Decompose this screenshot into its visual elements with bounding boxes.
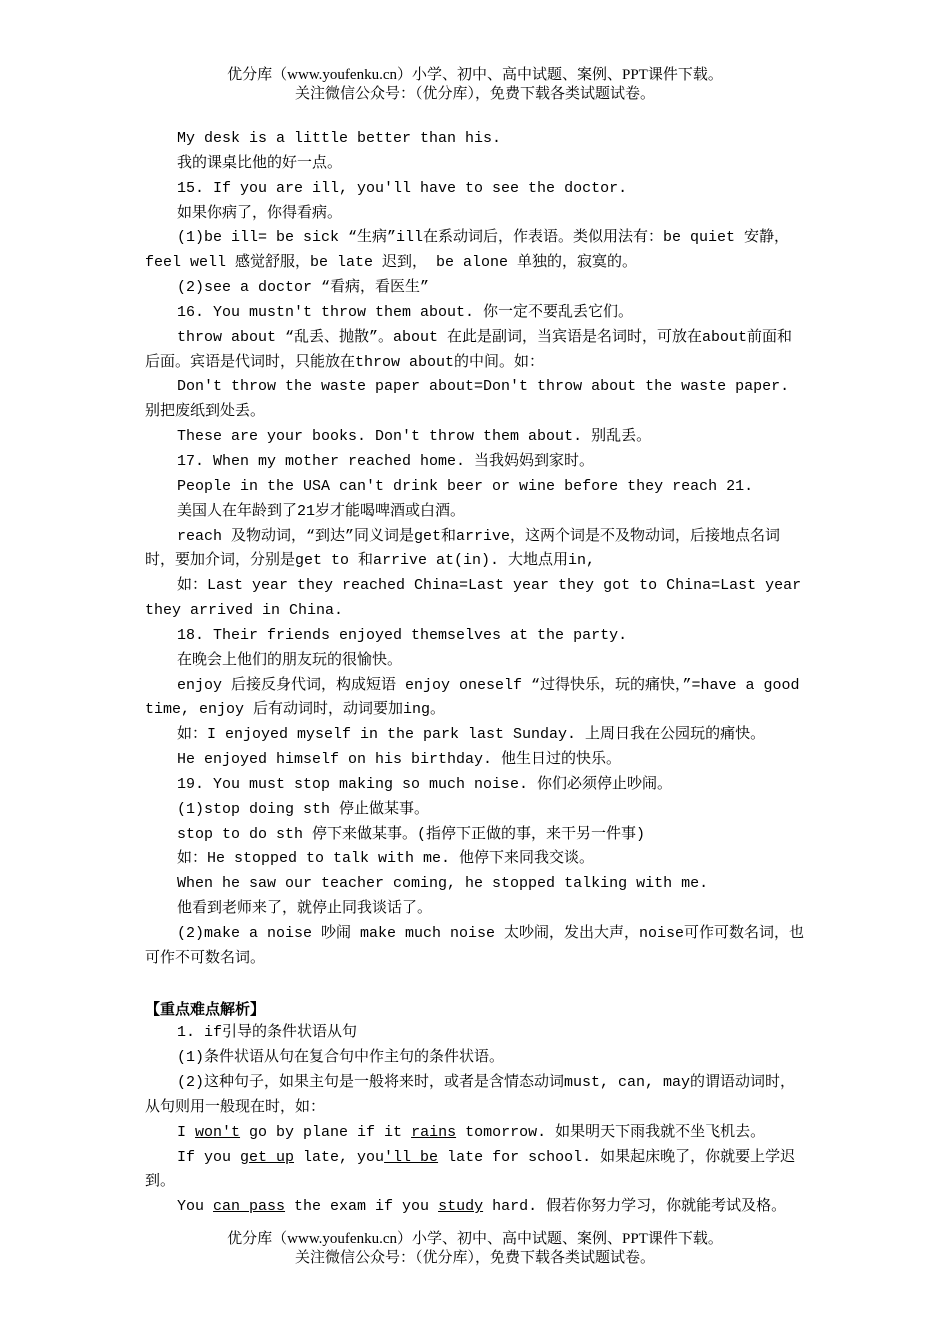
text-line: 19. You must stop making so much noise. 你们必须停止吵闹。 bbox=[177, 775, 673, 793]
document-body bbox=[145, 127, 807, 1220]
underlined-text: rains bbox=[411, 1123, 457, 1141]
text-line: People in the USA can't drink beer or wine before they reach 21. bbox=[177, 477, 754, 495]
page-header bbox=[0, 66, 950, 104]
text-line: 1. if引导的条件状语从句 bbox=[177, 1024, 358, 1042]
example-sentence-2: If you get up late, you'll be late for school. 如果起床晚了，你就要上学迟到。 bbox=[145, 1148, 796, 1191]
text-line: (1)条件状语从句在复合句中作主句的条件状语。 bbox=[177, 1049, 505, 1067]
text-line: 16. You mustn't throw them about. 你一定不要乱丢它们。 bbox=[177, 303, 634, 321]
text-line: (2)这种句子，如果主句是一般将来时，或者是含情态动词must, can, may的谓语动词时，从句则用一般现在时，如： bbox=[145, 1074, 796, 1116]
text-line: reach 及物动词，“到达”同义词是get和arrive，这两个词是不及物动词，后接地点名词时，要加介词，分别是get to 和arrive at(in). 大地点用in, bbox=[145, 527, 781, 570]
underlined-text: can pass bbox=[213, 1198, 286, 1216]
text-line: 如：He stopped to talk with me. 他停下来同我交谈。 bbox=[177, 850, 595, 868]
text-line: throw about “乱丢、抛散”。about 在此是副词，当宾语是名词时，可放在about前面和后面。宾语是代词时，只能放在throw about的中间。如： bbox=[145, 328, 793, 371]
text-line: 在晚会上他们的朋友玩的很愉快。 bbox=[177, 651, 403, 669]
text-line: 我的课桌比他的好一点。 bbox=[177, 154, 343, 172]
text-line: My desk is a little better than his. bbox=[177, 130, 502, 147]
text-line: enjoy 后接反身代词，构成短语 enjoy oneself “过得快乐，玩的痛快，”=have a good time, enjoy 后有动词时，动词要加ing。 bbox=[145, 676, 800, 719]
spacer bbox=[145, 972, 807, 997]
page-footer bbox=[0, 1230, 950, 1268]
example-sentence-3: You can pass the exam if you study hard. 假若你努力学习，你就能考试及格。 bbox=[177, 1198, 787, 1216]
text-line: 如果你病了，你得看病。 bbox=[177, 204, 343, 222]
text-line: 美国人在年龄到了21岁才能喝啤酒或白酒。 bbox=[177, 502, 466, 520]
section-heading: 【重点难点解析】 bbox=[145, 999, 266, 1018]
text-line: 如：I enjoyed myself in the park last Sunday. 上周日我在公园玩的痛快。 bbox=[177, 726, 766, 744]
example-sentence-1: I won't go by plane if it rains tomorrow. 如果明天下雨我就不坐飞机去。 bbox=[177, 1123, 766, 1141]
text-line: He enjoyed himself on his birthday. 他生日过的快乐。 bbox=[177, 751, 622, 769]
underlined-text: 'll be bbox=[384, 1148, 439, 1166]
text-line: stop to do sth 停下来做某事。(指停下正做的事，来干另一件事) bbox=[177, 825, 646, 843]
text-line: These are your books. Don't throw them about. 别乱丢。 bbox=[177, 428, 652, 446]
text-line: 15. If you are ill, you'll have to see the doctor. bbox=[177, 179, 628, 197]
header-line-1: 优分库（www.youfenku.cn）小学、初中、高中试题、案例、PPT课件下载。 bbox=[227, 67, 723, 83]
text-line: When he saw our teacher coming, he stopped talking with me. bbox=[177, 875, 709, 893]
footer-line-2: 关注微信公众号：（优分库），免费下载各类试题试卷。 bbox=[294, 1250, 655, 1266]
text-line: 17. When my mother reached home. 当我妈妈到家时。 bbox=[177, 452, 595, 470]
text-line: (2)make a noise 吵闹 make much noise 太吵闹，发出大声，noise可作可数名词，也可作不可数名词。 bbox=[145, 925, 805, 967]
text-line: (1)stop doing sth 停止做某事。 bbox=[177, 800, 430, 818]
header-line-2: 关注微信公众号：（优分库），免费下载各类试题试卷。 bbox=[294, 86, 655, 102]
text-line: 18. Their friends enjoyed themselves at the party. bbox=[177, 626, 628, 644]
text-line: 他看到老师来了，就停止同我谈话了。 bbox=[177, 900, 433, 918]
underlined-text: study bbox=[438, 1198, 484, 1216]
underlined-text: won't bbox=[195, 1123, 241, 1141]
underlined-text: get up bbox=[240, 1148, 295, 1166]
text-line: 如：Last year they reached China=Last year they got to China=Last year they arrived in China. bbox=[145, 577, 802, 620]
text-line: (2)see a doctor “看病，看医生” bbox=[177, 279, 430, 297]
text-line: Don't throw the waste paper about=Don't throw about the waste paper. 别把废纸到处丢。 bbox=[145, 378, 790, 421]
text-line: (1)be ill= be sick “生病”ill在系动词后，作表语。类似用法有：be quiet 安静，feel well 感觉舒服，be late 迟到， be alone 单独的，寂寞的。 bbox=[145, 229, 790, 272]
footer-line-1: 优分库（www.youfenku.cn）小学、初中、高中试题、案例、PPT课件下载。 bbox=[227, 1231, 723, 1247]
